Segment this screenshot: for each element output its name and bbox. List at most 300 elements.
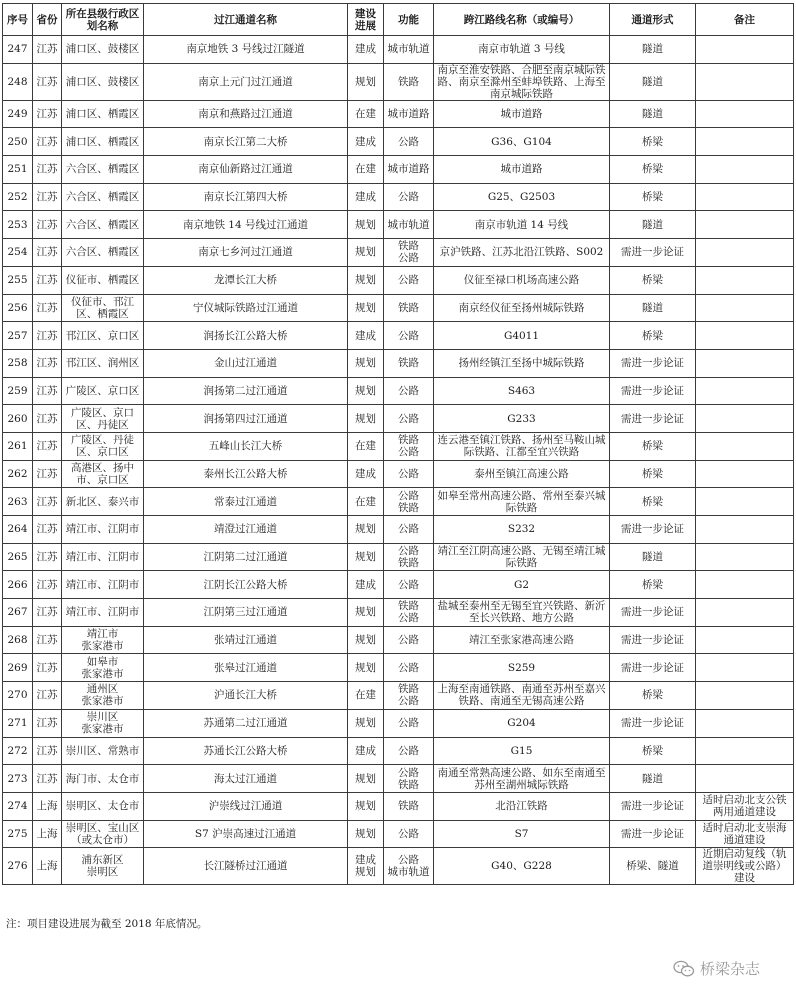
cell-remarks <box>696 460 794 488</box>
cell-progress: 规划 <box>348 543 384 571</box>
cell-form: 需进一步论证 <box>610 792 696 820</box>
cell-progress: 规划 <box>348 709 384 737</box>
cell-function: 铁路 <box>384 63 434 100</box>
cell-crossing-name: 南京和燕路过江通道 <box>144 100 348 128</box>
cell-district: 广陵区、京口区、丹徒区 <box>62 405 144 433</box>
table-row <box>3 709 794 737</box>
table-row <box>3 128 794 156</box>
cell-function: 公路 <box>384 128 434 156</box>
cell-seq: 248 <box>3 63 33 100</box>
header-form: 通道形式 <box>610 4 696 36</box>
table-body <box>3 36 794 885</box>
cell-progress: 规划 <box>348 792 384 820</box>
header-remarks: 备注 <box>696 4 794 36</box>
header-province: 省份 <box>33 4 62 36</box>
cell-province: 江苏 <box>33 239 62 267</box>
cell-progress: 规划 <box>348 765 384 793</box>
cell-province: 江苏 <box>33 460 62 488</box>
cell-remarks: 适时启动北支崇海通道建设 <box>696 820 794 848</box>
cell-province: 江苏 <box>33 709 62 737</box>
cell-province: 上海 <box>33 820 62 848</box>
cell-function: 公路 铁路 <box>384 488 434 516</box>
cell-route-name: G36、G104 <box>434 128 610 156</box>
cell-function: 城市轨道 <box>384 211 434 239</box>
header-district: 所在县级行政区划名称 <box>62 4 144 36</box>
cell-crossing-name: 张靖过江通道 <box>144 626 348 654</box>
cell-crossing-name: 龙潭长江大桥 <box>144 266 348 294</box>
cell-route-name: G2 <box>434 571 610 599</box>
cell-crossing-name: 南京地铁 14 号线过江通道 <box>144 211 348 239</box>
cell-district: 崇川区、常熟市 <box>62 737 144 765</box>
cell-seq: 269 <box>3 654 33 682</box>
cell-seq: 275 <box>3 820 33 848</box>
table-row <box>3 349 794 377</box>
cell-crossing-name: 泰州长江公路大桥 <box>144 460 348 488</box>
cell-form: 桥梁 <box>610 460 696 488</box>
cell-function: 公路 <box>384 820 434 848</box>
cell-seq: 261 <box>3 432 33 460</box>
table-row <box>3 599 794 627</box>
cell-route-name: 南通至常熟高速公路、如东至南通至苏州至湖州城际铁路 <box>434 765 610 793</box>
cell-seq: 262 <box>3 460 33 488</box>
cell-function: 公路 城市轨道 <box>384 848 434 885</box>
table-row <box>3 626 794 654</box>
cell-remarks <box>696 63 794 100</box>
cell-remarks <box>696 599 794 627</box>
cell-province: 江苏 <box>33 36 62 64</box>
cell-route-name: G4011 <box>434 322 610 350</box>
cell-province: 江苏 <box>33 765 62 793</box>
cell-route-name: 仪征至禄口机场高速公路 <box>434 266 610 294</box>
table-row <box>3 571 794 599</box>
table-row <box>3 63 794 100</box>
cell-crossing-name: 南京长江第二大桥 <box>144 128 348 156</box>
footnote: 注：项目建设进展为截至 2018 年底情况。 <box>6 918 208 930</box>
cell-function: 公路 铁路 <box>384 765 434 793</box>
cell-seq: 247 <box>3 36 33 64</box>
cell-remarks <box>696 765 794 793</box>
cell-district: 海门市、太仓市 <box>62 765 144 793</box>
table-row <box>3 543 794 571</box>
cell-form: 需进一步论证 <box>610 239 696 267</box>
cell-function: 公路 <box>384 266 434 294</box>
cell-district: 靖江市 张家港市 <box>62 626 144 654</box>
table-row <box>3 848 794 885</box>
cell-province: 江苏 <box>33 571 62 599</box>
cell-form: 桥梁 <box>610 571 696 599</box>
cell-seq: 250 <box>3 128 33 156</box>
table-row <box>3 765 794 793</box>
cell-seq: 267 <box>3 599 33 627</box>
cell-seq: 271 <box>3 709 33 737</box>
cell-route-name: 连云港至镇江铁路、扬州至马鞍山城际铁路、江都至宜兴铁路 <box>434 432 610 460</box>
cell-route-name: G233 <box>434 405 610 433</box>
cell-district: 靖江市、江阴市 <box>62 599 144 627</box>
cell-form: 需进一步论证 <box>610 516 696 544</box>
cell-district: 靖江市、江阴市 <box>62 571 144 599</box>
cell-progress: 建成 <box>348 36 384 64</box>
cell-province: 江苏 <box>33 737 62 765</box>
wechat-icon <box>673 960 695 978</box>
cell-form: 隧道 <box>610 294 696 322</box>
cell-province: 江苏 <box>33 211 62 239</box>
cell-remarks <box>696 294 794 322</box>
cell-remarks <box>696 709 794 737</box>
cell-province: 江苏 <box>33 63 62 100</box>
cell-remarks <box>696 36 794 64</box>
cell-seq: 273 <box>3 765 33 793</box>
cell-route-name: 城市道路 <box>434 100 610 128</box>
header-crossing-name: 过江通道名称 <box>144 4 348 36</box>
cell-route-name: 城市道路 <box>434 156 610 184</box>
cell-route-name: S463 <box>434 377 610 405</box>
cell-district: 仪征市、邗江区、栖霞区 <box>62 294 144 322</box>
cell-crossing-name: 南京七乡河过江通道 <box>144 239 348 267</box>
cell-district: 仪征市、栖霞区 <box>62 266 144 294</box>
table-row <box>3 211 794 239</box>
cell-form: 需进一步论证 <box>610 820 696 848</box>
cell-form: 隧道 <box>610 100 696 128</box>
table-row <box>3 792 794 820</box>
cell-province: 江苏 <box>33 294 62 322</box>
cell-progress: 规划 <box>348 377 384 405</box>
cell-route-name: 南京经仪征至扬州城际铁路 <box>434 294 610 322</box>
cell-route-name: G204 <box>434 709 610 737</box>
cell-remarks <box>696 322 794 350</box>
cell-progress: 规划 <box>348 820 384 848</box>
cell-form: 桥梁 <box>610 156 696 184</box>
cell-seq: 268 <box>3 626 33 654</box>
cell-province: 江苏 <box>33 128 62 156</box>
table-row <box>3 432 794 460</box>
cell-province: 江苏 <box>33 599 62 627</box>
cell-province: 江苏 <box>33 432 62 460</box>
cell-crossing-name: 五峰山长江大桥 <box>144 432 348 460</box>
cell-remarks <box>696 682 794 710</box>
cell-progress: 在建 <box>348 488 384 516</box>
cell-province: 江苏 <box>33 405 62 433</box>
cell-progress: 规划 <box>348 294 384 322</box>
cell-province: 江苏 <box>33 266 62 294</box>
cell-seq: 253 <box>3 211 33 239</box>
cell-route-name: 上海至南通铁路、南通至苏州至嘉兴铁路、南通至无锡高速公路 <box>434 682 610 710</box>
cell-district: 靖江市、江阴市 <box>62 543 144 571</box>
cell-progress: 规划 <box>348 349 384 377</box>
cell-progress: 在建 <box>348 100 384 128</box>
cell-function: 公路 <box>384 626 434 654</box>
cell-district: 浦口区、鼓楼区 <box>62 63 144 100</box>
cell-function: 公路 <box>384 654 434 682</box>
cell-progress: 在建 <box>348 682 384 710</box>
cell-function: 城市轨道 <box>384 36 434 64</box>
cell-function: 铁路 <box>384 792 434 820</box>
header-route-name: 跨江路线名称（或编号） <box>434 4 610 36</box>
cell-remarks <box>696 377 794 405</box>
cell-seq: 252 <box>3 183 33 211</box>
table-row <box>3 239 794 267</box>
cell-function: 公路 <box>384 709 434 737</box>
cell-province: 江苏 <box>33 626 62 654</box>
cell-province: 江苏 <box>33 654 62 682</box>
cell-seq: 263 <box>3 488 33 516</box>
cell-seq: 257 <box>3 322 33 350</box>
cell-crossing-name: 常泰过江通道 <box>144 488 348 516</box>
cell-seq: 254 <box>3 239 33 267</box>
cell-remarks <box>696 432 794 460</box>
cell-progress: 规划 <box>348 266 384 294</box>
cell-seq: 264 <box>3 516 33 544</box>
cell-route-name: 靖江至张家港高速公路 <box>434 626 610 654</box>
cell-route-name: G15 <box>434 737 610 765</box>
cell-progress: 建成 <box>348 128 384 156</box>
cell-function: 铁路 <box>384 349 434 377</box>
table-row <box>3 100 794 128</box>
cell-route-name: 京沪铁路、江苏北沿江铁路、S002 <box>434 239 610 267</box>
cell-function: 公路 <box>384 460 434 488</box>
cell-remarks <box>696 543 794 571</box>
cell-form: 需进一步论证 <box>610 654 696 682</box>
table-row <box>3 266 794 294</box>
cell-crossing-name: 南京地铁 3 号线过江隧道 <box>144 36 348 64</box>
cell-district: 广陵区、丹徒区、京口区 <box>62 432 144 460</box>
cell-form: 隧道 <box>610 36 696 64</box>
cell-form: 隧道 <box>610 211 696 239</box>
cell-crossing-name: 润扬第二过江通道 <box>144 377 348 405</box>
cell-district: 如皋市 张家港市 <box>62 654 144 682</box>
cell-route-name: S259 <box>434 654 610 682</box>
cell-crossing-name: 长江隧桥过江通道 <box>144 848 348 885</box>
cell-remarks <box>696 211 794 239</box>
cell-remarks <box>696 626 794 654</box>
cell-function: 公路 <box>384 571 434 599</box>
cell-form: 桥梁 <box>610 128 696 156</box>
cell-form: 桥梁 <box>610 266 696 294</box>
cell-district: 浦口区、栖霞区 <box>62 100 144 128</box>
cell-district: 浦口区、栖霞区 <box>62 128 144 156</box>
table-row <box>3 488 794 516</box>
cell-province: 江苏 <box>33 100 62 128</box>
cell-seq: 266 <box>3 571 33 599</box>
cell-crossing-name: 江阴第三过江通道 <box>144 599 348 627</box>
cell-province: 江苏 <box>33 156 62 184</box>
cell-route-name: 扬州经镇江至扬中城际铁路 <box>434 349 610 377</box>
cell-remarks <box>696 239 794 267</box>
cell-form: 桥梁、隧道 <box>610 848 696 885</box>
cell-function: 城市道路 <box>384 100 434 128</box>
cell-remarks <box>696 405 794 433</box>
cell-progress: 规划 <box>348 239 384 267</box>
cell-crossing-name: 苏通长江公路大桥 <box>144 737 348 765</box>
cell-district: 通州区 张家港市 <box>62 682 144 710</box>
cell-form: 需进一步论证 <box>610 349 696 377</box>
header-progress: 建设进展 <box>348 4 384 36</box>
cell-seq: 249 <box>3 100 33 128</box>
table-row <box>3 820 794 848</box>
cell-route-name: 南京至淮安铁路、合肥至南京城际铁路、南京至滁州至蚌埠铁路、上海至南京城际铁路 <box>434 63 610 100</box>
cell-route-name: 南京市轨道 14 号线 <box>434 211 610 239</box>
cell-seq: 258 <box>3 349 33 377</box>
cell-form: 需进一步论证 <box>610 626 696 654</box>
cell-form: 桥梁 <box>610 432 696 460</box>
cell-district: 六合区、栖霞区 <box>62 183 144 211</box>
table-row <box>3 654 794 682</box>
cell-progress: 规划 <box>348 599 384 627</box>
cell-district: 六合区、栖霞区 <box>62 239 144 267</box>
cell-function: 公路 <box>384 377 434 405</box>
cell-function: 铁路 公路 <box>384 682 434 710</box>
cell-district: 崇明区、太仓市 <box>62 792 144 820</box>
cell-form: 隧道 <box>610 543 696 571</box>
cell-remarks <box>696 128 794 156</box>
cell-progress: 建成 <box>348 571 384 599</box>
cell-form: 需进一步论证 <box>610 599 696 627</box>
cell-crossing-name: 沪通长江大桥 <box>144 682 348 710</box>
cell-remarks <box>696 183 794 211</box>
cell-crossing-name: 苏通第二过江通道 <box>144 709 348 737</box>
cell-seq: 276 <box>3 848 33 885</box>
cell-route-name: G25、G2503 <box>434 183 610 211</box>
table-header-row <box>3 4 794 36</box>
cell-crossing-name: S7 沪崇高速过江通道 <box>144 820 348 848</box>
cell-remarks <box>696 488 794 516</box>
cell-crossing-name: 润扬长江公路大桥 <box>144 322 348 350</box>
cell-province: 上海 <box>33 848 62 885</box>
cell-progress: 建成 <box>348 322 384 350</box>
cell-progress: 在建 <box>348 432 384 460</box>
cell-province: 上海 <box>33 792 62 820</box>
cell-remarks <box>696 100 794 128</box>
cell-remarks <box>696 266 794 294</box>
cell-function: 公路 <box>384 737 434 765</box>
cell-form: 桥梁 <box>610 682 696 710</box>
cell-seq: 256 <box>3 294 33 322</box>
cell-seq: 265 <box>3 543 33 571</box>
cell-district: 崇明区、宝山区（或太仓市） <box>62 820 144 848</box>
cell-form: 桥梁 <box>610 322 696 350</box>
table-row <box>3 516 794 544</box>
cell-remarks: 适时启动北支公铁两用通道建设 <box>696 792 794 820</box>
cell-function: 公路 铁路 <box>384 543 434 571</box>
cell-crossing-name: 海太过江通道 <box>144 765 348 793</box>
cell-progress: 建成 <box>348 460 384 488</box>
cell-seq: 255 <box>3 266 33 294</box>
cell-province: 江苏 <box>33 322 62 350</box>
cell-seq: 274 <box>3 792 33 820</box>
cell-seq: 251 <box>3 156 33 184</box>
cell-province: 江苏 <box>33 488 62 516</box>
cell-progress: 规划 <box>348 654 384 682</box>
cell-progress: 规划 <box>348 405 384 433</box>
cell-route-name: 南京市轨道 3 号线 <box>434 36 610 64</box>
cell-function: 铁路 <box>384 294 434 322</box>
cell-remarks <box>696 737 794 765</box>
cell-form: 需进一步论证 <box>610 405 696 433</box>
cell-function: 公路 <box>384 322 434 350</box>
cell-remarks <box>696 516 794 544</box>
cell-district: 浦口区、鼓楼区 <box>62 36 144 64</box>
cell-seq: 259 <box>3 377 33 405</box>
cell-district: 靖江市、江阴市 <box>62 516 144 544</box>
cell-seq: 270 <box>3 682 33 710</box>
table-row <box>3 737 794 765</box>
cell-province: 江苏 <box>33 543 62 571</box>
cell-form: 桥梁 <box>610 737 696 765</box>
cell-crossing-name: 张皋过江通道 <box>144 654 348 682</box>
cell-form: 需进一步论证 <box>610 377 696 405</box>
cell-seq: 260 <box>3 405 33 433</box>
cell-form: 桥梁 <box>610 488 696 516</box>
cell-progress: 规划 <box>348 626 384 654</box>
cell-district: 崇川区 张家港市 <box>62 709 144 737</box>
cell-province: 江苏 <box>33 682 62 710</box>
table-row <box>3 682 794 710</box>
cell-progress: 建成 <box>348 737 384 765</box>
cell-crossing-name: 南京长江第四大桥 <box>144 183 348 211</box>
cell-form: 隧道 <box>610 765 696 793</box>
table-row <box>3 294 794 322</box>
cell-function: 铁路 公路 <box>384 239 434 267</box>
cell-province: 江苏 <box>33 183 62 211</box>
cell-function: 公路 <box>384 516 434 544</box>
cell-remarks: 近期启动复线（轨道崇明线或公路）建设 <box>696 848 794 885</box>
cell-remarks <box>696 571 794 599</box>
cell-province: 江苏 <box>33 516 62 544</box>
cell-crossing-name: 江阴长江公路大桥 <box>144 571 348 599</box>
cell-form: 桥梁 <box>610 183 696 211</box>
cell-route-name: G40、G228 <box>434 848 610 885</box>
cell-crossing-name: 金山过江通道 <box>144 349 348 377</box>
cell-route-name: 北沿江铁路 <box>434 792 610 820</box>
cell-route-name: S7 <box>434 820 610 848</box>
cell-province: 江苏 <box>33 349 62 377</box>
cell-province: 江苏 <box>33 377 62 405</box>
cell-progress: 规划 <box>348 63 384 100</box>
cell-district: 六合区、栖霞区 <box>62 156 144 184</box>
cell-form: 需进一步论证 <box>610 709 696 737</box>
cell-progress: 建成 <box>348 183 384 211</box>
cell-district: 广陵区、京口区 <box>62 377 144 405</box>
watermark <box>673 958 760 979</box>
header-seq: 序号 <box>3 4 33 36</box>
cell-crossing-name: 江阴第二过江通道 <box>144 543 348 571</box>
cell-function: 公路 <box>384 183 434 211</box>
cell-district: 新北区、泰兴市 <box>62 488 144 516</box>
crossing-table <box>2 3 794 885</box>
table-row <box>3 460 794 488</box>
cell-crossing-name: 宁仪城际铁路过江通道 <box>144 294 348 322</box>
cell-remarks <box>696 349 794 377</box>
cell-district: 高港区、扬中市、京口区 <box>62 460 144 488</box>
cell-seq: 272 <box>3 737 33 765</box>
watermark-text: 桥梁杂志 <box>699 960 760 978</box>
table-row <box>3 405 794 433</box>
cell-function: 城市道路 <box>384 156 434 184</box>
cell-function: 公路 <box>384 405 434 433</box>
cell-progress: 规划 <box>348 211 384 239</box>
cell-route-name: 靖江至江阴高速公路、无锡至靖江城际铁路 <box>434 543 610 571</box>
cell-crossing-name: 南京上元门过江通道 <box>144 63 348 100</box>
cell-district: 邗江区、润州区 <box>62 349 144 377</box>
header-function: 功能 <box>384 4 434 36</box>
cell-route-name: S232 <box>434 516 610 544</box>
table-row <box>3 156 794 184</box>
cell-remarks <box>696 156 794 184</box>
cell-crossing-name: 靖澄过江通道 <box>144 516 348 544</box>
cell-crossing-name: 沪崇线过江通道 <box>144 792 348 820</box>
table-row <box>3 36 794 64</box>
cell-route-name: 如皋至常州高速公路、常州至泰兴城际铁路 <box>434 488 610 516</box>
cell-function: 铁路 公路 <box>384 432 434 460</box>
